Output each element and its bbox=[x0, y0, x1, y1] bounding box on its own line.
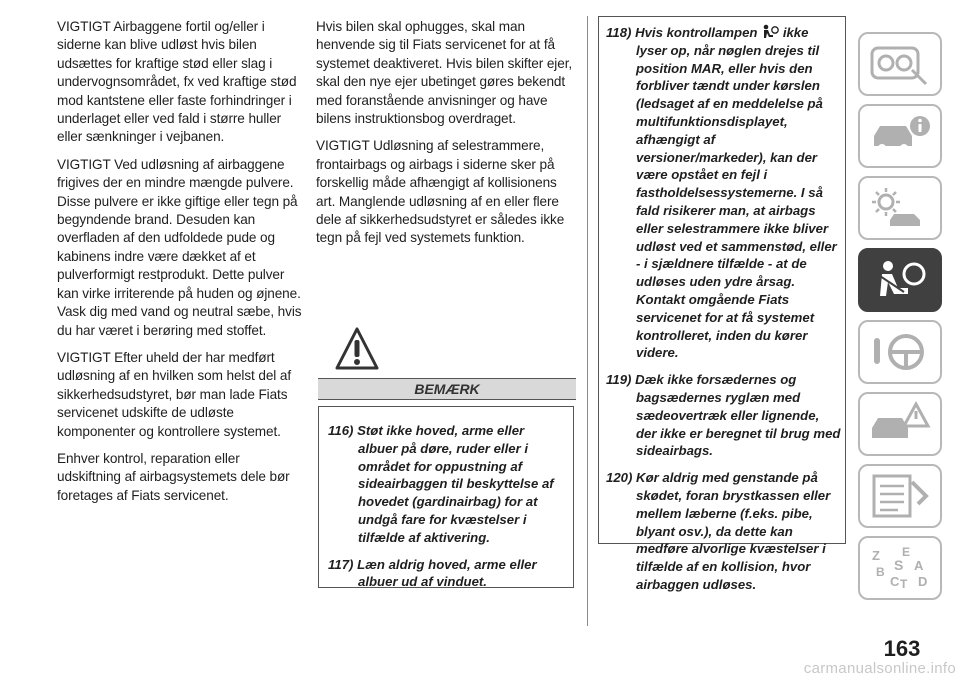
note-120: 120) Kør aldrig med genstande på skødet, foran brystkassen eller mellem læberne (f.eks. pibe, blyant osv.), da dette kan medføre alvorlige kvæstelser i tilfælde af en kollision, hvor airbaggen udløses. bbox=[606, 470, 831, 592]
airbag-warning-lamp-icon bbox=[761, 24, 779, 40]
chapter-tabs bbox=[858, 32, 942, 608]
note-116: 116) Støt ikke hoved, arme eller albuer på døre, ruder eller i området for oppustning af sideairbaggen til beskyttelse af hovedet (gardinairbag) for at undgå fare for kvæstelser i tilfælde af aktivering. bbox=[328, 423, 554, 545]
tab-car-info[interactable] bbox=[858, 104, 942, 168]
tab-index[interactable] bbox=[858, 536, 942, 600]
note-118 bbox=[606, 24, 842, 362]
note-119: 119) Dæk ikke forsædernes og bagsædernes ryglæn med sædeovertræk eller lignende, der ikke er beregnet til brug med sideairbags. bbox=[606, 372, 841, 459]
svg-text:S: S bbox=[894, 557, 904, 573]
car-wrench-icon bbox=[868, 400, 932, 448]
warning-heading: BEMÆRK bbox=[318, 378, 576, 400]
alphabet-index-icon bbox=[868, 544, 932, 592]
svg-text:C: C bbox=[890, 574, 900, 589]
svg-text:E: E bbox=[902, 545, 911, 559]
tab-maintenance[interactable] bbox=[858, 464, 942, 528]
warning-lights-icon bbox=[868, 184, 932, 232]
steering-wheel-icon bbox=[868, 328, 932, 376]
note-118-suffix: ikke lyser op, når nøglen drejes til position MAR, eller hvis den forbliver tændt under kørslen (ledsaget af en meddelelse på multifunktionsdisplayet, afhængigt af versioner/markeder), kan der være opstået en fejl i fastholdelsessystemerne. I så fald risikerer man, at airbags eller selestrammere ikke bliver udløst ved et sammenstød, eller - i sjældnere tilfælde - at de udløses uden ydre årsag. Kontakt omgående Fiats servicenet for at få systemet kontrolleret, inden du kører videre. bbox=[636, 25, 837, 361]
paragraph-airbag-powder: VIGTIGT Ved udløsning af airbaggene frigives der en mindre mængde pulvere. Disse pulvere er ikke giftige eller tegn på begyndende brand. Desuden kan overfladen af den udfoldede pude og kabinens indre være dækket af et pulverformigt restprodukt. Dette pulver kan virke irriterende på huden og øjnene. Vask dig med vand og neutral sæbe, hvis du har været i berøring med stoffet. bbox=[57, 156, 302, 338]
tab-emergency[interactable] bbox=[858, 392, 942, 456]
tab-dashboard[interactable] bbox=[858, 32, 942, 96]
paragraph-after-accident: VIGTIGT Efter uheld der har medført udløsning af en hvilken som helst del af sikkerhedsudstyret, bør man lade Fiats servicenet udskifte de udløste komponenter og kontrollere systemet. bbox=[57, 349, 292, 439]
tab-starting-driving[interactable] bbox=[858, 320, 942, 384]
main-column-left bbox=[57, 18, 305, 514]
main-column-middle bbox=[316, 18, 576, 257]
note-117: 117) Læn aldrig hoved, arme eller albuer ud af vinduet. bbox=[328, 556, 537, 590]
paragraph-airbag-impact: VIGTIGT Airbaggene fortil og/eller i siderne kan blive udløst hvis bilen udsættes for kraftige stød eller slag i undervognsområdet, fx ved kraftige stød mod kantstene eller faste forhindringer i underlaget eller ved fald i større huller eller sænkninger i vejbanen. bbox=[57, 19, 297, 145]
paragraph-service: Enhver kontrol, reparation eller udskiftning af airbagsystemets dele bør foretages af Fiats servicenet. bbox=[57, 450, 290, 503]
svg-text:D: D bbox=[918, 574, 928, 589]
service-list-icon bbox=[868, 472, 932, 520]
svg-text:A: A bbox=[914, 558, 924, 573]
tab-warning-lights[interactable] bbox=[858, 176, 942, 240]
svg-text:T: T bbox=[900, 577, 908, 591]
notes-list-left bbox=[328, 422, 566, 600]
car-dashboard-icon bbox=[868, 40, 932, 88]
svg-text:Z: Z bbox=[872, 548, 880, 563]
column-divider bbox=[587, 16, 588, 626]
page-number: 163 bbox=[883, 636, 921, 661]
notes-list-right bbox=[606, 24, 842, 603]
car-info-icon bbox=[868, 112, 932, 160]
note-118-prefix: 118) Hvis kontrollampen bbox=[606, 25, 758, 40]
paragraph-deployment: VIGTIGT Udløsning af selestrammere, frontairbags og airbags i siderne sker på forskellig måde afhængigt af kollisionens art. Manglende udløsning af en eller flere dele af sikkerhedsudstyret er således ikke tegn på fejl ved systemets funktion. bbox=[316, 138, 565, 246]
warning-triangle-icon bbox=[334, 326, 380, 372]
tab-safety[interactable] bbox=[858, 248, 942, 312]
svg-text:B: B bbox=[876, 565, 885, 579]
paragraph-scrapping: Hvis bilen skal ophugges, skal man henvende sig til Fiats servicenet for at få systemet deaktiveret. Hvis bilen skifter ejer, skal den nye ejer ubetinget gøres bekendt med foranstående anvisninger og have bilens instruktionsbog overdraget. bbox=[316, 19, 573, 127]
seat-airbag-icon bbox=[868, 256, 932, 304]
watermark: carmanualsonline.info bbox=[803, 660, 956, 677]
